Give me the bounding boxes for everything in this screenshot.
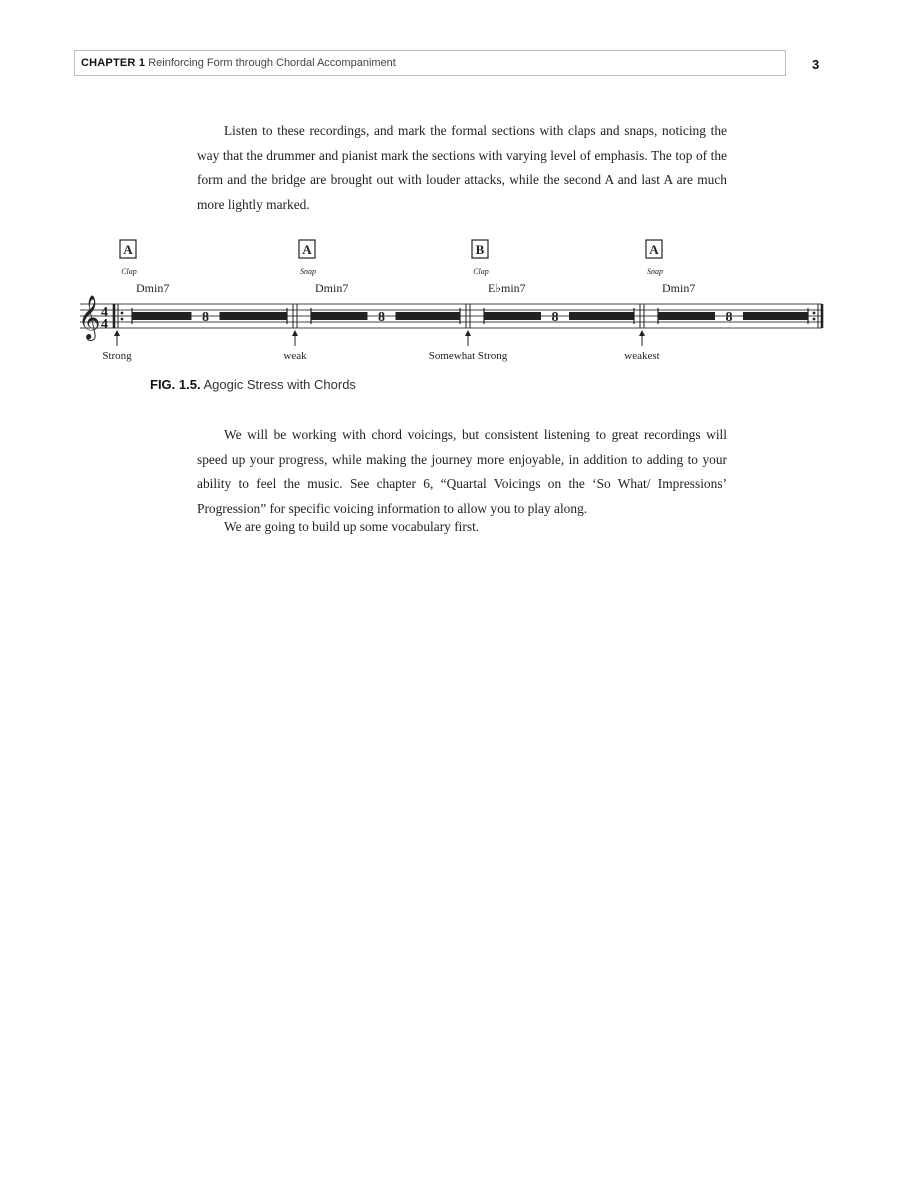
multi-rest-bar	[743, 312, 808, 320]
rest-count: 8	[551, 310, 559, 325]
action-label: Clap	[473, 267, 489, 276]
chord-symbol: Dmin7	[662, 281, 696, 295]
action-label: Snap	[647, 267, 663, 276]
multi-rest-bar	[396, 312, 461, 320]
running-head-text	[81, 57, 396, 69]
time-signature-bottom: 4	[101, 317, 108, 332]
multi-rest-bar	[132, 312, 192, 320]
stress-label: Somewhat Strong	[428, 350, 508, 362]
rehearsal-mark: A	[302, 242, 312, 257]
action-label: Clap	[121, 267, 137, 276]
multi-rest-bar	[311, 312, 368, 320]
arrow-head-icon	[465, 330, 471, 336]
page-number: 3	[812, 57, 820, 72]
body-paragraph	[197, 423, 727, 521]
arrow-head-icon	[292, 330, 298, 336]
chord-symbol: E♭min7	[488, 281, 526, 295]
rest-count: 8	[202, 310, 209, 325]
paragraph-text: We are going to build up some vocabulary first.	[224, 519, 480, 534]
rehearsal-mark: A	[649, 242, 659, 257]
chord-symbol: Dmin7	[315, 281, 349, 295]
running-header	[74, 50, 786, 76]
music-figure	[70, 236, 840, 376]
stress-label: Strong	[102, 350, 132, 362]
figure-title: Agogic Stress with Chords	[203, 377, 356, 392]
chapter-label: CHAPTER 1	[81, 57, 146, 69]
treble-clef-icon: 𝄞	[78, 297, 101, 339]
chapter-title: Reinforcing Form through Chordal Accompaniment	[148, 57, 396, 69]
stress-label: weak	[283, 350, 307, 362]
paragraph-text: We will be working with chord voicings, but consistent listening to great recordings will speed up your progress, while making the journey more enjoyable, in addition to adding to your ability to feel the music. See chapter 6, “Quartal Voicings on the ‘So What/ Impressions’ Progression” for specific voicing information to allow you to play along.	[197, 427, 727, 516]
chord-symbol: Dmin7	[136, 281, 170, 295]
rest-count: 8	[378, 310, 385, 325]
body-paragraph	[197, 119, 727, 217]
time-signature-top: 4	[101, 305, 108, 320]
rest-count: 8	[725, 310, 733, 325]
paragraph-text: Listen to these recordings, and mark the formal sections with claps and snaps, noticing the way that the drummer and pianist mark the sections with varying level of emphasis. The top of the form and the bridge are brought out with louder attacks, while the second A and last A are much more lightly marked.	[197, 123, 727, 212]
multi-rest-bar	[220, 312, 288, 320]
rehearsal-mark: A	[123, 242, 133, 257]
action-label: Snap	[300, 267, 316, 276]
figure-number: FIG. 1.5.	[150, 377, 201, 392]
rehearsal-mark: B	[475, 242, 485, 257]
arrow-head-icon	[114, 330, 120, 336]
arrow-head-icon	[639, 330, 645, 336]
stress-label: weakest	[624, 350, 660, 362]
multi-rest-bar	[484, 312, 541, 320]
body-paragraph	[197, 515, 727, 540]
multi-rest-bar	[569, 312, 634, 320]
figure-caption	[150, 377, 356, 392]
multi-rest-bar	[658, 312, 715, 320]
